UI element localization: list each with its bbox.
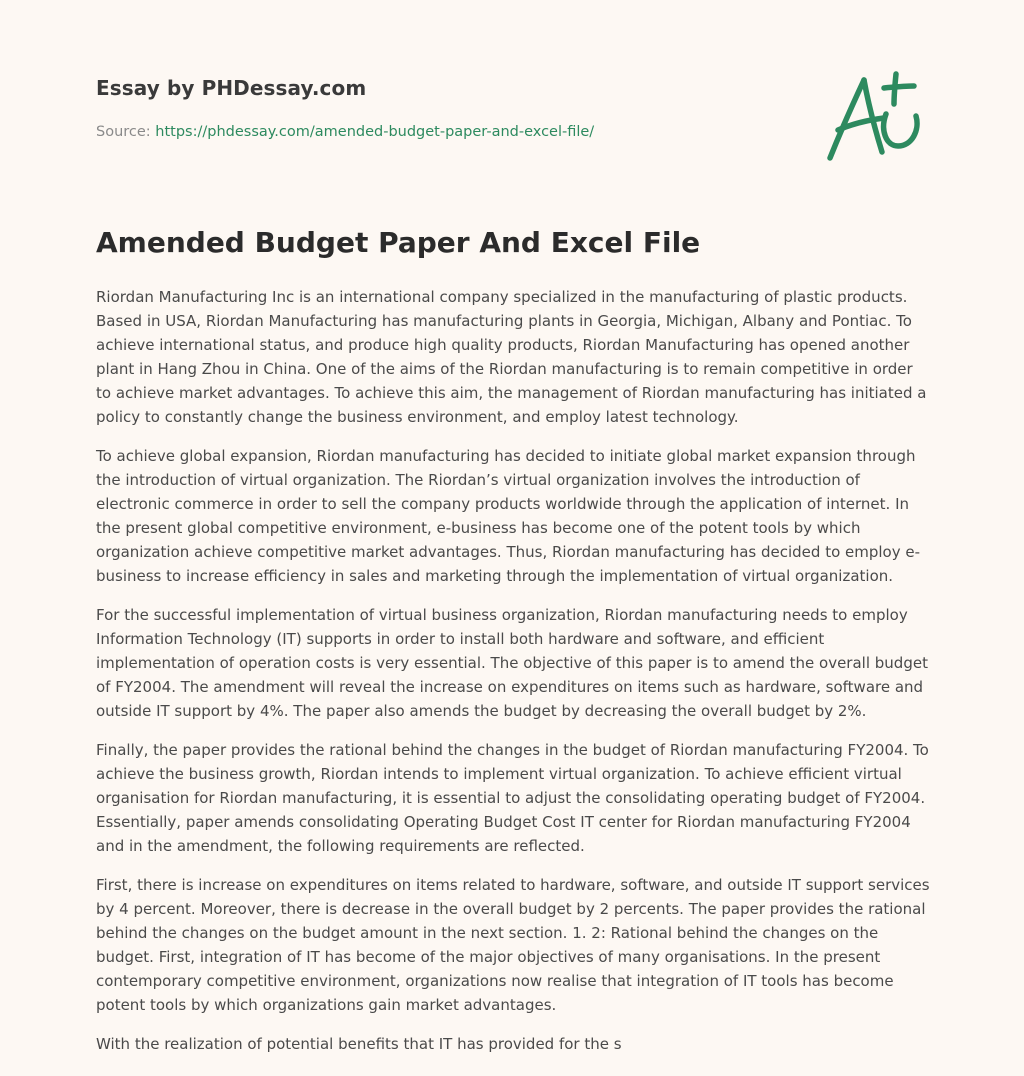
site-title: Essay by PHDessay.com: [96, 76, 367, 100]
essay-title: Amended Budget Paper And Excel File: [96, 226, 701, 259]
essay-body: [96, 285, 932, 1071]
essay-paragraph: For the successful implementation of virtual business organization, Riordan manufacturing needs to employ Information Technology (IT) supports in order to install both hardware and software, and efficient implementation of operation costs is very essential. The objective of this paper is to amend the overall budget of FY2004. The amendment will reveal the increase on expenditures on items such as hardware, software and outside IT support by 4%. The paper also amends the budget by decreasing the overall budget by 2%.: [96, 606, 928, 720]
essay-paragraph: To achieve global expansion, Riordan manufacturing has decided to initiate global market expansion through the introduction of virtual organization. The Riordan’s virtual organization involves the introduction of electronic commerce in order to sell the company products worldwide through the application of internet. In the present global competitive environment, e-business has become one of the potent tools by which organization achieve competitive market advantages. Thus, Riordan manufacturing has decided to employ e-business to increase efficiency in sales and marketing through the implementation of virtual organization.: [96, 447, 921, 585]
essay-paragraph: Riordan Manufacturing Inc is an international company specialized in the manufacturing of plastic products. Based in USA, Riordan Manufacturing has manufacturing plants in Georgia, Michigan, Albany and Pontiac. To achieve international status, and produce high quality products, Riordan Manufacturing has opened another plant in Hang Zhou in China. One of the aims of the Riordan manufacturing is to remain competitive in order to achieve market advantages. To achieve this aim, the management of Riordan manufacturing has initiated a policy to constantly change the business environment, and employ latest technology.: [96, 288, 927, 426]
essay-paragraph: First, there is increase on expenditures on items related to hardware, software, and outside IT support services by 4 percent. Moreover, there is decrease in the overall budget by 2 percents. The paper provides the rational behind the changes on the budget amount in the next section. 1. 2: Rational behind the changes on the budget. First, integration of IT has become of the major objectives of many organisations. In the present contemporary competitive environment, organizations now realise that integration of IT tools has become potent tools by which organizations gain market advantages.: [96, 876, 930, 1014]
essay-paragraph: With the realization of potential benefits that IT has provided for the s: [96, 1035, 622, 1053]
source-label: Source:: [96, 124, 156, 140]
essay-paragraph: Finally, the paper provides the rational behind the changes in the budget of Riordan manufacturing FY2004. To achieve the business growth, Riordan intends to implement virtual organization. To achieve efficient virtual organisation for Riordan manufacturing, it is essential to adjust the consolidating operating budget of FY2004. Essentially, paper amends consolidating Operating Budget Cost IT center for Riordan manufacturing FY2004 and in the amendment, the following requirements are reflected.: [96, 741, 929, 855]
source-link[interactable]: https://phdessay.com/amended-budget-paper-and-excel-file/: [155, 124, 595, 140]
a-plus-logo-icon: [824, 68, 928, 164]
source-line: [96, 124, 594, 140]
